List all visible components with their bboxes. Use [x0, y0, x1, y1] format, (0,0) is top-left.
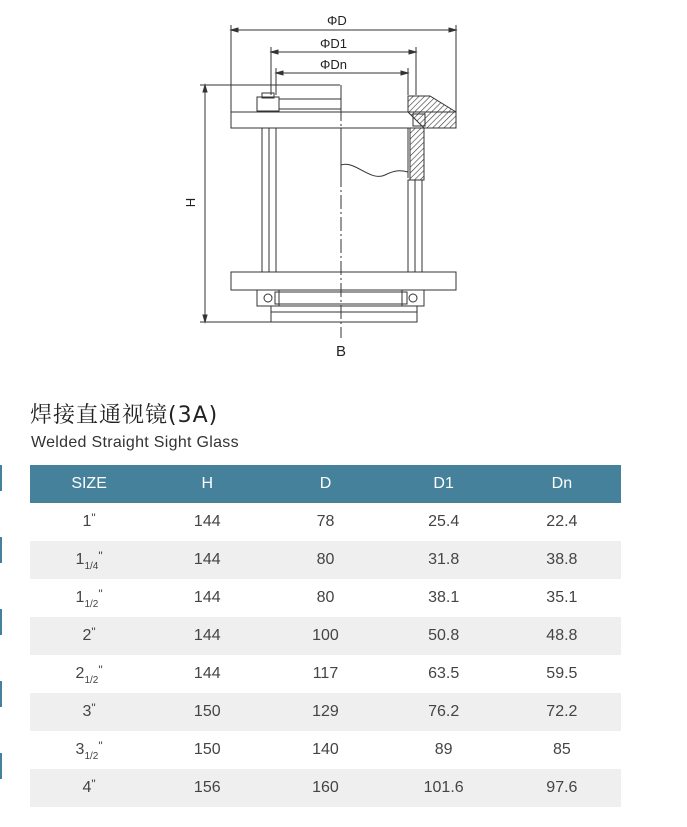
size-fraction: 1/2: [84, 751, 99, 762]
header-h: H: [148, 465, 266, 503]
cell-d1: 76.2: [385, 693, 503, 731]
cell-h: 144: [193, 665, 221, 682]
dim-label-b: B: [336, 343, 347, 360]
table-row: [30, 693, 621, 731]
cell-h: 156: [148, 769, 266, 807]
cell-d1: 63.5: [428, 665, 460, 682]
size-main: 2: [75, 665, 85, 682]
dim-label-phi-d1: ΦD1: [320, 36, 347, 51]
size-fraction: 1/2: [84, 675, 99, 686]
cell-d: 78: [316, 513, 335, 530]
size-inch-mark: ": [91, 777, 96, 791]
size-main: 3: [75, 741, 85, 758]
dim-label-phi-d: ΦD: [327, 13, 347, 28]
cell-d: 117: [312, 665, 339, 682]
cell-size: [30, 541, 148, 579]
spec-table: [30, 465, 621, 807]
table-body: [30, 503, 621, 807]
cell-dn: 38.8: [503, 541, 621, 579]
cell-h: 150: [193, 741, 221, 758]
size-inch-mark: ": [98, 663, 103, 677]
cell-h: 144: [148, 617, 266, 655]
cell-d: 140: [312, 741, 339, 758]
cell-d1: 89: [434, 741, 453, 758]
cell-h: 144: [148, 541, 266, 579]
cell-size: [30, 579, 148, 617]
cell-h: 144: [193, 589, 221, 606]
table-header-row: [30, 465, 621, 503]
size-inch-mark: ": [91, 511, 96, 525]
cell-dn: 48.8: [503, 617, 621, 655]
table-row: [30, 541, 621, 579]
cell-size: [30, 769, 148, 807]
product-title-english: Welded Straight Sight Glass: [31, 434, 239, 451]
cell-dn: 85: [552, 741, 571, 758]
cell-size: [30, 655, 148, 693]
size-inch-mark: ": [91, 625, 96, 639]
header-d: D: [266, 465, 384, 503]
cell-h: 144: [193, 513, 221, 530]
cell-size: [30, 617, 148, 655]
size-main: 1: [75, 589, 85, 606]
cell-d1: 50.8: [385, 617, 503, 655]
header-dn: Dn: [503, 465, 621, 503]
cell-h: 150: [148, 693, 266, 731]
table-row: [30, 769, 621, 807]
table-row: [30, 655, 621, 693]
cell-dn: 35.1: [546, 589, 578, 606]
size-main: 2: [82, 627, 92, 644]
product-title-chinese: 焊接直通视镜(3A): [30, 403, 219, 428]
size-inch-mark: ": [91, 701, 96, 715]
size-fraction: 1/2: [84, 599, 99, 610]
cell-d: 80: [266, 541, 384, 579]
size-main: 1: [82, 513, 92, 530]
cell-d: 100: [266, 617, 384, 655]
cell-d1: 31.8: [385, 541, 503, 579]
header-d1: D1: [385, 465, 503, 503]
header-size: SIZE: [30, 465, 148, 503]
dim-label-h: H: [183, 197, 199, 208]
cell-dn: 72.2: [503, 693, 621, 731]
size-main: 1: [75, 551, 85, 568]
cell-d1: 38.1: [428, 589, 460, 606]
cell-d1: 25.4: [428, 513, 460, 530]
size-main: 3: [82, 703, 92, 720]
cell-size: [30, 693, 148, 731]
cell-dn: 59.5: [546, 665, 578, 682]
cell-size: [30, 503, 148, 541]
cell-d: 80: [316, 589, 335, 606]
cell-size: [30, 731, 148, 769]
size-main: 4: [82, 779, 92, 796]
cell-dn: 22.4: [546, 513, 578, 530]
size-fraction: 1/4: [84, 561, 99, 572]
left-edge-marks: [0, 465, 2, 795]
cell-d: 129: [266, 693, 384, 731]
dim-label-phi-dn: ΦDn: [320, 57, 347, 72]
cell-d1: 101.6: [385, 769, 503, 807]
size-inch-mark: ": [98, 587, 103, 601]
table-row: [30, 617, 621, 655]
size-inch-mark: ": [98, 549, 103, 563]
size-inch-mark: ": [98, 739, 103, 753]
table-row: [30, 503, 621, 541]
table-row: [30, 731, 621, 769]
cell-dn: 97.6: [503, 769, 621, 807]
table-row: [30, 579, 621, 617]
cell-d: 160: [266, 769, 384, 807]
